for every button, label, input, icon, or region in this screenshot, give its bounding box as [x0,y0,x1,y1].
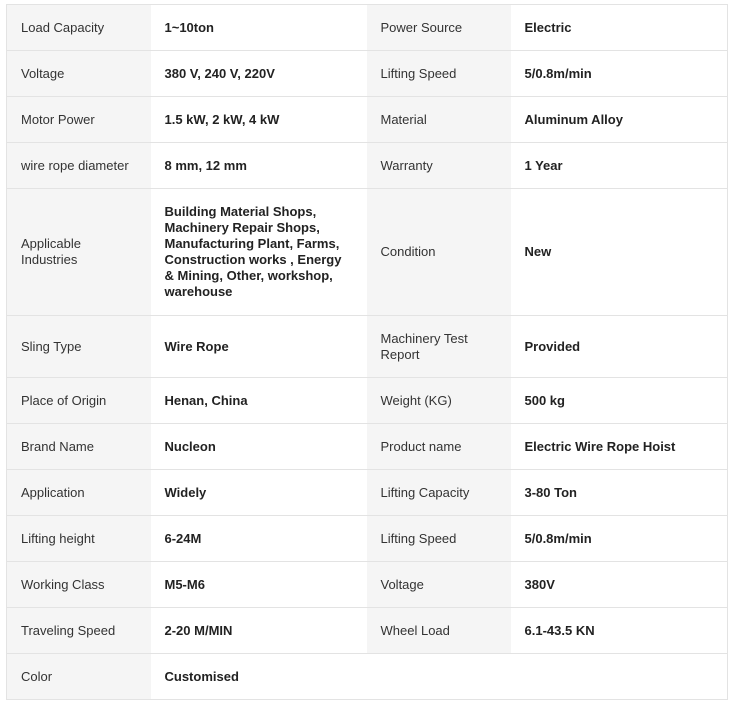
spec-label: Voltage [367,562,511,608]
table-row [7,316,728,378]
spec-label: Traveling Speed [7,608,151,654]
spec-value: 2-20 M/MIN [151,608,367,654]
spec-value: 5/0.8m/min [511,51,728,97]
spec-value: Electric Wire Rope Hoist [511,424,728,470]
spec-label: Wheel Load [367,608,511,654]
spec-label: Place of Origin [7,378,151,424]
table-row [7,562,728,608]
table-row [7,189,728,316]
spec-label: Lifting Capacity [367,470,511,516]
spec-label: Material [367,97,511,143]
spec-label: Power Source [367,5,511,51]
specification-table-body [7,5,728,700]
table-row [7,5,728,51]
spec-label: Condition [367,189,511,316]
specification-table-container [6,4,727,700]
spec-label: Warranty [367,143,511,189]
spec-label-empty [367,654,511,700]
spec-value: 5/0.8m/min [511,516,728,562]
spec-label: Lifting Speed [367,516,511,562]
spec-value: Electric [511,5,728,51]
table-row [7,97,728,143]
specification-table [6,4,728,700]
spec-value: 8 mm, 12 mm [151,143,367,189]
spec-value: 500 kg [511,378,728,424]
table-row [7,470,728,516]
spec-label: Sling Type [7,316,151,378]
spec-label: Working Class [7,562,151,608]
table-row [7,654,728,700]
spec-label: Product name [367,424,511,470]
spec-value: 380V [511,562,728,608]
spec-value: M5-M6 [151,562,367,608]
spec-value: 6.1-43.5 KN [511,608,728,654]
table-row [7,516,728,562]
spec-label: Weight (KG) [367,378,511,424]
spec-label: Lifting Speed [367,51,511,97]
spec-value: Widely [151,470,367,516]
table-row [7,424,728,470]
spec-value: Wire Rope [151,316,367,378]
spec-value: 3-80 Ton [511,470,728,516]
table-row [7,51,728,97]
spec-label: Motor Power [7,97,151,143]
spec-value: New [511,189,728,316]
spec-label: wire rope diameter [7,143,151,189]
spec-value: Aluminum Alloy [511,97,728,143]
spec-value: 6-24M [151,516,367,562]
spec-label: Application [7,470,151,516]
spec-value: Henan, China [151,378,367,424]
spec-value: Customised [151,654,367,700]
spec-value: Nucleon [151,424,367,470]
spec-label: Lifting height [7,516,151,562]
spec-label: Machinery Test Report [367,316,511,378]
spec-label: Voltage [7,51,151,97]
spec-value: 380 V, 240 V, 220V [151,51,367,97]
spec-value-empty [511,654,728,700]
spec-label: Applicable Industries [7,189,151,316]
spec-value: Building Material Shops, Machinery Repair Shops, Manufacturing Plant, Farms, Construction works , Energy & Mining, Other, workshop, warehouse [151,189,367,316]
spec-label: Load Capacity [7,5,151,51]
spec-value: 1.5 kW, 2 kW, 4 kW [151,97,367,143]
spec-value: Provided [511,316,728,378]
table-row [7,378,728,424]
spec-value: 1~10ton [151,5,367,51]
spec-label: Brand Name [7,424,151,470]
table-row [7,143,728,189]
table-row [7,608,728,654]
spec-value: 1 Year [511,143,728,189]
spec-label: Color [7,654,151,700]
